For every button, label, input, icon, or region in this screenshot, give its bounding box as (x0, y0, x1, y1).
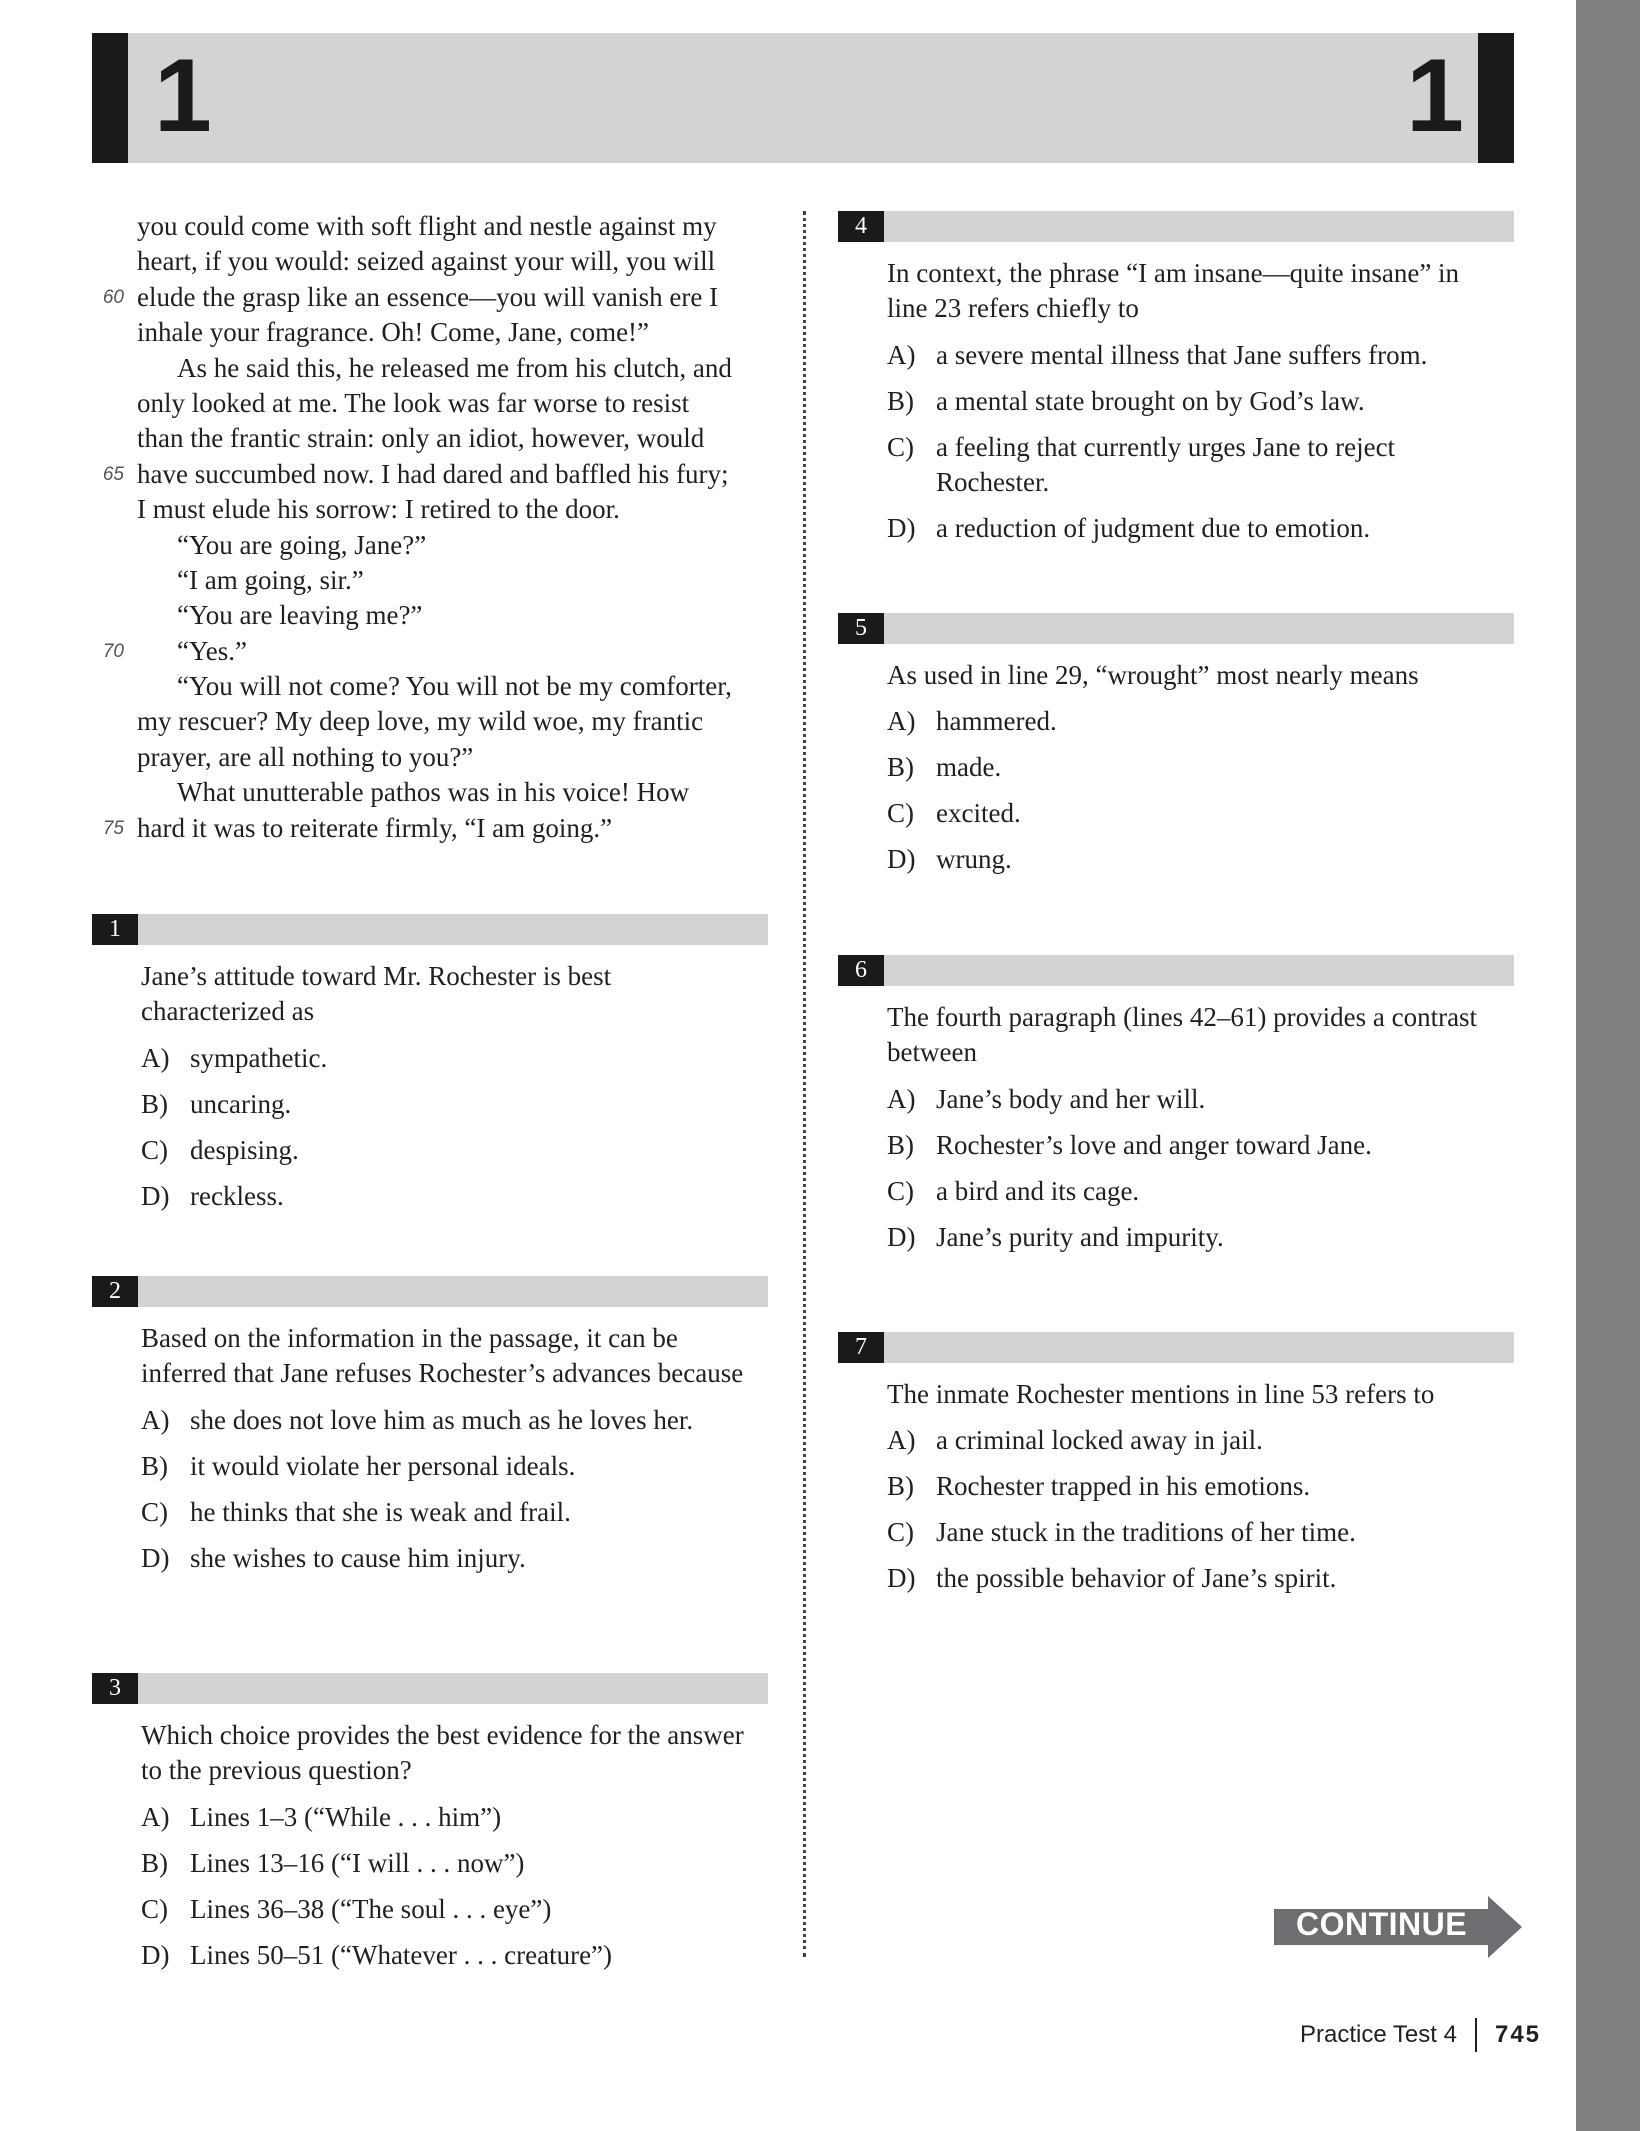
option-letter: A) (141, 1404, 170, 1435)
answer-option[interactable] (141, 1449, 768, 1484)
option-letter: B) (887, 385, 914, 416)
passage-text: hard it was to reiterate firmly, “I am going.” (137, 812, 613, 843)
option-letter: B) (887, 1129, 914, 1160)
answer-option[interactable] (887, 704, 1514, 739)
answer-option[interactable] (887, 1220, 1514, 1255)
option-text: sympathetic. (190, 1042, 328, 1073)
passage-text: What unutterable pathos was in his voice! How (177, 777, 690, 808)
question-1 (92, 914, 768, 1214)
option-letter: B) (887, 1471, 914, 1502)
answer-option[interactable] (141, 1800, 768, 1835)
answer-option[interactable] (141, 1495, 768, 1530)
option-text: hammered. (936, 706, 1057, 737)
option-text: he thinks that she is weak and frail. (190, 1496, 571, 1527)
question-text: Based on the information in the passage, it can be inferred that Jane refuses Rochester’s advances because (141, 1323, 744, 1389)
header-right-bar (1478, 33, 1514, 163)
answer-option[interactable] (887, 1082, 1514, 1117)
answer-option[interactable] (887, 511, 1514, 546)
option-text: Jane’s body and her will. (936, 1083, 1206, 1114)
question-text: The fourth paragraph (lines 42–61) provides a contrast between (887, 1002, 1478, 1068)
answer-option[interactable] (141, 1087, 768, 1122)
question-text: As used in line 29, “wrought” most nearly means (887, 660, 1419, 690)
answer-option[interactable] (887, 750, 1514, 785)
question-bar (838, 1332, 1514, 1363)
question-text: Jane’s attitude toward Mr. Rochester is best characterized as (141, 961, 612, 1027)
question-number: 6 (838, 955, 884, 986)
page-footer (1300, 2018, 1541, 2052)
question-7 (838, 1332, 1514, 1596)
option-letter: A) (141, 1042, 170, 1073)
answer-option[interactable] (141, 1541, 768, 1576)
line-number: 65 (102, 463, 124, 485)
option-text: a bird and its cage. (936, 1175, 1140, 1206)
answer-option[interactable] (887, 796, 1514, 831)
option-letter: C) (141, 1134, 168, 1165)
option-text: the possible behavior of Jane’s spirit. (936, 1563, 1337, 1594)
option-letter: C) (141, 1496, 168, 1527)
page-number: 745 (1494, 2021, 1542, 2048)
answer-option[interactable] (141, 1892, 768, 1927)
option-letter: D) (887, 844, 916, 875)
answer-option[interactable] (887, 1561, 1514, 1596)
option-text: Jane’s purity and impurity. (936, 1221, 1224, 1252)
question-bar (838, 955, 1514, 986)
option-text: made. (936, 752, 1002, 783)
passage-line (92, 528, 772, 563)
section-header (92, 33, 1514, 163)
option-text: Rochester trapped in his emotions. (936, 1471, 1311, 1502)
option-text: uncaring. (190, 1088, 292, 1119)
option-letter: A) (887, 339, 916, 370)
question-bar (838, 211, 1514, 242)
answer-option[interactable] (141, 1041, 768, 1076)
passage-text: As he said this, he released me from his clutch, and (177, 352, 732, 383)
question-number: 5 (838, 613, 884, 644)
passage-text: “You are going, Jane?” (177, 529, 427, 560)
passage-line (92, 563, 772, 598)
option-text: Rochester’s love and anger toward Jane. (936, 1129, 1372, 1160)
option-text: wrung. (936, 844, 1012, 875)
option-text: she wishes to cause him injury. (190, 1542, 526, 1573)
option-text: a reduction of judgment due to emotion. (936, 512, 1371, 543)
option-letter: B) (887, 752, 914, 783)
passage-text: “You are leaving me?” (177, 600, 423, 631)
passage-line (92, 457, 772, 492)
passage-text: heart, if you would: seized against your will, you will (137, 246, 716, 277)
option-text: Lines 1–3 (“While . . . him”) (190, 1801, 502, 1832)
section-number-right: 1 (1406, 38, 1464, 154)
option-text: Lines 50–51 (“Whatever . . . creature”) (190, 1939, 613, 1970)
passage-text: “You will not come? You will not be my comforter, (177, 671, 732, 702)
answer-option[interactable] (887, 384, 1514, 419)
question-number: 3 (92, 1673, 138, 1704)
option-letter: D) (887, 1221, 916, 1252)
passage-line (92, 244, 772, 279)
option-letter: A) (887, 1425, 916, 1456)
question-text: The inmate Rochester mentions in line 53 refers to (887, 1379, 1435, 1409)
question-bar (92, 914, 768, 945)
passage-text: “Yes.” (177, 635, 248, 666)
option-letter: D) (887, 512, 916, 543)
question-number: 7 (838, 1332, 884, 1363)
question-5 (838, 613, 1514, 877)
line-number: 60 (102, 286, 124, 308)
question-2 (92, 1276, 768, 1576)
column-divider (803, 211, 806, 1957)
passage-line (92, 280, 772, 315)
passage-line (92, 492, 772, 527)
option-letter: C) (887, 798, 914, 829)
passage-line (92, 209, 772, 244)
option-letter: B) (141, 1450, 168, 1481)
line-number: 75 (102, 817, 124, 839)
continue-indicator (1274, 1896, 1522, 1958)
passage-text: you could come with soft flight and nestle against my (137, 211, 717, 241)
passage-line (92, 740, 772, 775)
question-4 (838, 211, 1514, 546)
passage-text: have succumbed now. I had dared and baffled his fury; (137, 458, 729, 489)
answer-option[interactable] (141, 1179, 768, 1214)
question-bar (92, 1673, 768, 1704)
passage-line (92, 775, 772, 810)
answer-option[interactable] (141, 1133, 768, 1168)
answer-option[interactable] (141, 1846, 768, 1881)
passage-line (92, 386, 772, 421)
answer-option[interactable] (887, 842, 1514, 877)
question-3 (92, 1673, 768, 1973)
option-text: a severe mental illness that Jane suffers from. (936, 339, 1428, 370)
passage-text: I must elude his sorrow: I retired to the door. (137, 494, 620, 525)
option-text: a feeling that currently urges Jane to reject Rochester. (936, 431, 1396, 497)
option-text: it would violate her personal ideals. (190, 1450, 576, 1481)
option-letter: C) (887, 1175, 914, 1206)
question-text: Which choice provides the best evidence for the answer to the previous question? (141, 1720, 744, 1786)
option-letter: C) (141, 1893, 168, 1924)
answer-option[interactable] (887, 430, 1514, 500)
option-letter: A) (887, 1083, 916, 1114)
question-bar (92, 1276, 768, 1307)
option-text: Jane stuck in the traditions of her time. (936, 1517, 1356, 1548)
option-text: despising. (190, 1134, 299, 1165)
question-6 (838, 955, 1514, 1255)
option-letter: D) (141, 1939, 170, 1970)
option-letter: D) (887, 1563, 916, 1594)
line-number: 70 (102, 640, 124, 662)
option-letter: D) (141, 1542, 170, 1573)
passage-text: only looked at me. The look was far worse to resist (137, 387, 690, 418)
answer-option[interactable] (887, 1469, 1514, 1504)
header-left-bar (92, 33, 128, 163)
option-text: a mental state brought on by God’s law. (936, 385, 1365, 416)
section-number-left: 1 (154, 38, 212, 154)
reading-passage (92, 209, 772, 846)
answer-option[interactable] (141, 1938, 768, 1973)
option-text: excited. (936, 798, 1021, 829)
passage-text: prayer, are all nothing to you?” (137, 741, 474, 772)
question-number: 2 (92, 1276, 138, 1307)
option-letter: B) (141, 1847, 168, 1878)
option-letter: D) (141, 1180, 170, 1211)
answer-option[interactable] (887, 1174, 1514, 1209)
question-text: In context, the phrase “I am insane—quite insane” in line 23 refers chiefly to (887, 258, 1460, 324)
continue-label: CONTINUE (1296, 1906, 1468, 1942)
passage-text: “I am going, sir.” (177, 564, 364, 595)
question-number: 1 (92, 914, 138, 945)
option-letter: B) (141, 1088, 168, 1119)
answer-option[interactable] (887, 1515, 1514, 1550)
answer-option[interactable] (141, 1403, 768, 1438)
passage-text: elude the grasp like an essence—you will vanish ere I (137, 281, 719, 312)
passage-line (92, 634, 772, 669)
option-letter: C) (887, 431, 914, 462)
footer-separator (1475, 2018, 1477, 2052)
passage-line (92, 704, 772, 739)
option-text: reckless. (190, 1180, 284, 1211)
question-bar (838, 613, 1514, 644)
option-letter: C) (887, 1517, 914, 1548)
option-text: Lines 36–38 (“The soul . . . eye”) (190, 1893, 552, 1924)
page-edge-tab (1576, 0, 1640, 2131)
question-number: 4 (838, 211, 884, 242)
passage-text: inhale your fragrance. Oh! Come, Jane, come!” (137, 317, 650, 348)
passage-line (92, 811, 772, 846)
answer-option[interactable] (887, 1128, 1514, 1163)
footer-label: Practice Test 4 (1300, 2021, 1457, 2048)
answer-option[interactable] (887, 338, 1514, 373)
option-text: a criminal locked away in jail. (936, 1425, 1263, 1456)
option-text: Lines 13–16 (“I will . . . now”) (190, 1847, 525, 1878)
passage-text: than the frantic strain: only an idiot, however, would (137, 423, 705, 454)
passage-line (92, 669, 772, 704)
passage-line (92, 351, 772, 386)
passage-text: my rescuer? My deep love, my wild woe, my frantic (137, 706, 704, 737)
option-letter: A) (141, 1801, 170, 1832)
passage-line (92, 421, 772, 456)
passage-line (92, 315, 772, 350)
option-text: she does not love him as much as he loves her. (190, 1404, 694, 1435)
passage-line (92, 598, 772, 633)
option-letter: A) (887, 706, 916, 737)
answer-option[interactable] (887, 1423, 1514, 1458)
